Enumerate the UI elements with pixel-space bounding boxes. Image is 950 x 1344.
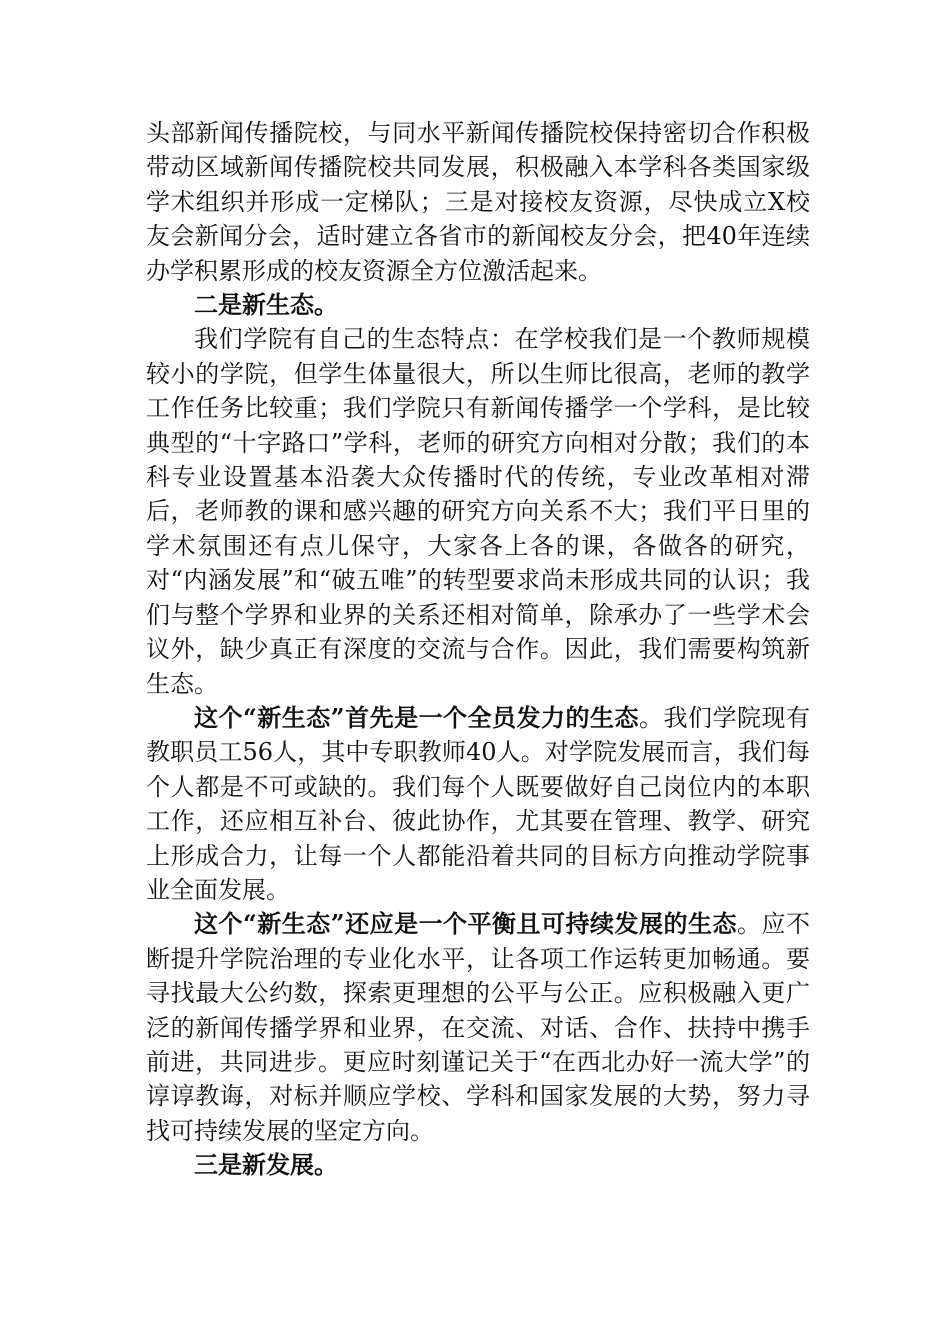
section-heading-new-ecology — [146, 288, 810, 322]
paragraph-text: 我们学院有自己的生态特点：在学校我们是一个教师规模较小的学院，但学生体量很大，所以生师比很高，老师的教学工作任务比较重；我们学院只有新闻传播学一个学科，是比较典型的“十字路口”学科，老师的研究方向相对分散；我们的本科专业设置基本沿袭大众传播时代的传统，专业改革相对滞后，老师教的课和感兴趣的研究方向关系不大；我们平日里的学术氛围还有点儿保守，大家各上各的课，各做各的研究，对“内涵发展”和“破五唯”的转型要求尚未形成共同的认识；我们与整个学界和业界的关系还相对简单，除承办了一些学术会议外，缺少真正有深度的交流与合作。因此，我们需要构筑新生态。 — [146, 325, 810, 698]
paragraph-all-staff-ecology — [146, 701, 810, 907]
document-body — [146, 116, 810, 1183]
paragraph-continuation — [146, 116, 810, 288]
paragraph-sustainable-ecology — [146, 907, 810, 1148]
paragraph-text: 头部新闻传播院校，与同水平新闻传播院校保持密切合作积极带动区域新闻传播院校共同发展，积极融入本学科各类国家级学术组织并形成一定梯队；三是对接校友资源，尽快成立X校友会新闻分会，适时建立各省市的新闻校友分会，把40年连续办学积累形成的校友资源全方位激活起来。 — [146, 119, 810, 285]
section-heading-text: 二是新生态。 — [194, 290, 338, 320]
paragraph-lead-bold: 这个“新生态”首先是一个全员发力的生态 — [194, 702, 640, 732]
paragraph-text: 。应不断提升学院治理的专业化水平，让各项工作运转更加畅通。要寻找最大公约数，探索更理想的公平与公正。应积极融入更广泛的新闻传播学界和业界，在交流、对话、合作、扶持中携手前进，共同进步。更应时刻谨记关于“在西北办好一流大学”的谆谆教诲，对标并顺应学校、学科和国家发展的大势，努力寻找可持续发展的坚定方向。 — [146, 910, 811, 1145]
section-heading-text: 三是新发展。 — [194, 1150, 338, 1180]
paragraph-ecology-features — [146, 322, 810, 700]
section-heading-new-development — [146, 1148, 810, 1182]
paragraph-text: 。我们学院现有教职员工56人，其中专职教师40人。对学院发展而言，我们每个人都是不可或缺的。我们每个人既要做好自己岗位内的本职工作，还应相互补台、彼此协作，尤其要在管理、教学、研究上形成合力，让每一个人都能沿着共同的目标方向推动学院事业全面发展。 — [146, 703, 811, 904]
paragraph-lead-bold: 这个“新生态”还应是一个平衡且可持续发展的生态 — [194, 909, 738, 939]
